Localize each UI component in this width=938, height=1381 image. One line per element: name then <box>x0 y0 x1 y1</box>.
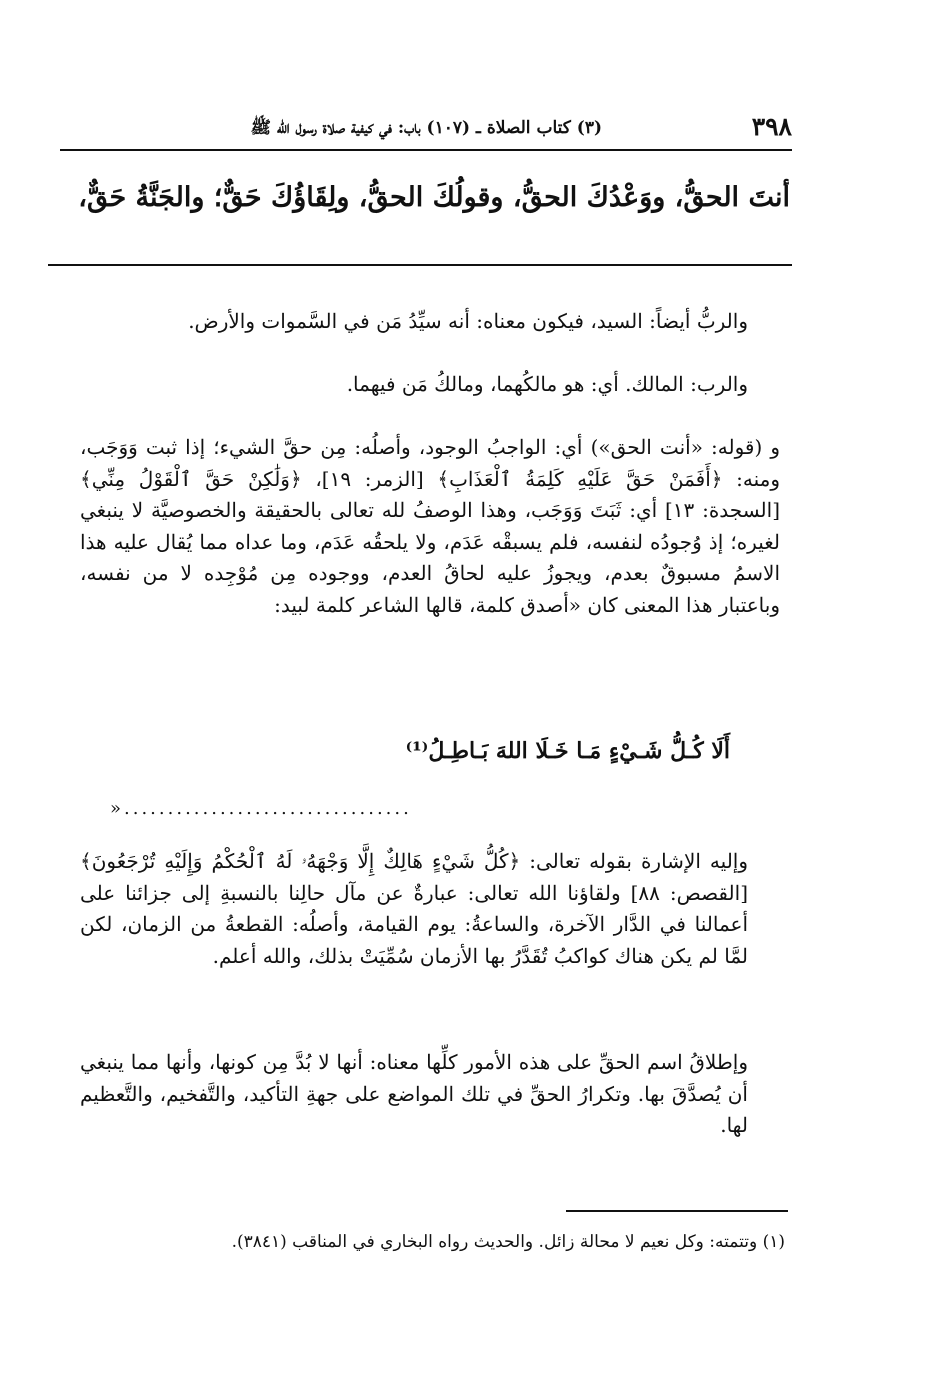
running-head: (٣) كتاب الصلاة ـ (١٠٧) باب: في كيفية صلاة رسول الله ﷺ <box>250 118 602 138</box>
header-rule <box>60 149 792 151</box>
page-number: ٣٩٨ <box>751 112 792 141</box>
commentary-paragraph-2 <box>80 369 780 401</box>
section-divider <box>48 264 792 266</box>
footnote-rule <box>566 1210 788 1212</box>
footnote: (١) وتتمته: وكل نعيم لا محالة زائل. والحديث رواه البخاري في المناقب (٣٨٤١). <box>231 1232 785 1252</box>
paragraph-text: و (قوله: «أنت الحق») أي: الواجبُ الوجود، وأصلُه: مِن حقَّ الشيء؛ إذا ثبت وَوَجَب، ومنه: ﴿أَفَمَنْ حَقَّ عَلَيْهِ كَلِمَةُ ٱلْعَذَابِ﴾ [الزمر: ١٩]، ﴿وَلَٰكِنْ حَقَّ ٱلْقَوْلُ مِنِّي﴾ [السجدة: ١٣] أي: ثَبَتَ وَوَجَب، وهذا الوصفُ لله تعالى بالحقيقة والخصوصيَّة لا ينبغي لغيره؛ إذ وُجودُه لنفسه، فلم يسبقْه عَدَم، ولا يلحقُه عَدَم، وما عداه مما يُقال عليه هذا الاسمُ مسبوقٌ بعدم، ويجوزُ عليه لحاقُ العدم، ووجوده مِن مُوْجِده لا من نفسه، وباعتبار هذا المعنى كان «أصدق كلمة، قالها الشاعر كلمة لبيد: <box>80 435 781 617</box>
commentary-paragraph-3 <box>80 432 780 621</box>
commentary-paragraph-5 <box>80 1047 780 1142</box>
commentary-paragraph-1 <box>80 306 780 338</box>
poetry-verse: أَلَا كُـلُّ شَـيْءٍ مَـا خَـلَا اللهَ بَـاطِـلُ⁽¹⁾ <box>405 738 730 764</box>
paragraph-text: والربُّ أيضاً: السيد، فيكون معناه: أنه سيِّدُ مَن في السَّموات والأرض. <box>188 309 748 333</box>
paragraph-text: والرب: المالك. أي: هو مالكُهما، ومالكُ مَن فيهما. <box>346 372 748 396</box>
paragraph-text: وإطلاقُ اسم الحقِّ على هذه الأمور كلِّها معناه: أنها لا بُدَّ مِن كونها، وأنها مما ينبغي أن يُصدَّقَ بها. وتكرارُ الحقِّ في تلك المواضع على جهةِ التأكيد، والتَّفخيم، والتَّعظيم لها. <box>80 1050 748 1137</box>
commentary-paragraph-4 <box>80 846 780 972</box>
ellipsis-line: »................................. <box>110 798 412 819</box>
page-header <box>60 108 792 148</box>
paragraph-text: وإليه الإشارة بقوله تعالى: ﴿كُلُّ شَيْءٍ هَالِكٌ إِلَّا وَجْهَهُۥ لَهُ ٱلْحُكْمُ وَإِلَيْهِ تُرْجَعُونَ﴾ [القصص: ٨٨] ولقاؤنا الله تعالى: عبارةٌ عن مآل حالِنا بالنسبةِ إلى جزائنا على أعمالنا في الدَّار الآخرة، والساعةُ: يوم القيامة، وأصلُه: القطعةُ من الزمان، لكن لمَّا لم يكن هناك كواكبُ تُقَدَّرُ بها الأزمان سُمِّيَتْ بذلك، والله أعلم. <box>80 849 749 968</box>
hadith-text: أنتَ الحقُّ، ووَعْدُكَ الحقُّ، وقولُكَ الحقُّ، ولِقَاؤُكَ حَقٌّ؛ والجَنَّةُ حَقٌّ، <box>78 182 790 213</box>
